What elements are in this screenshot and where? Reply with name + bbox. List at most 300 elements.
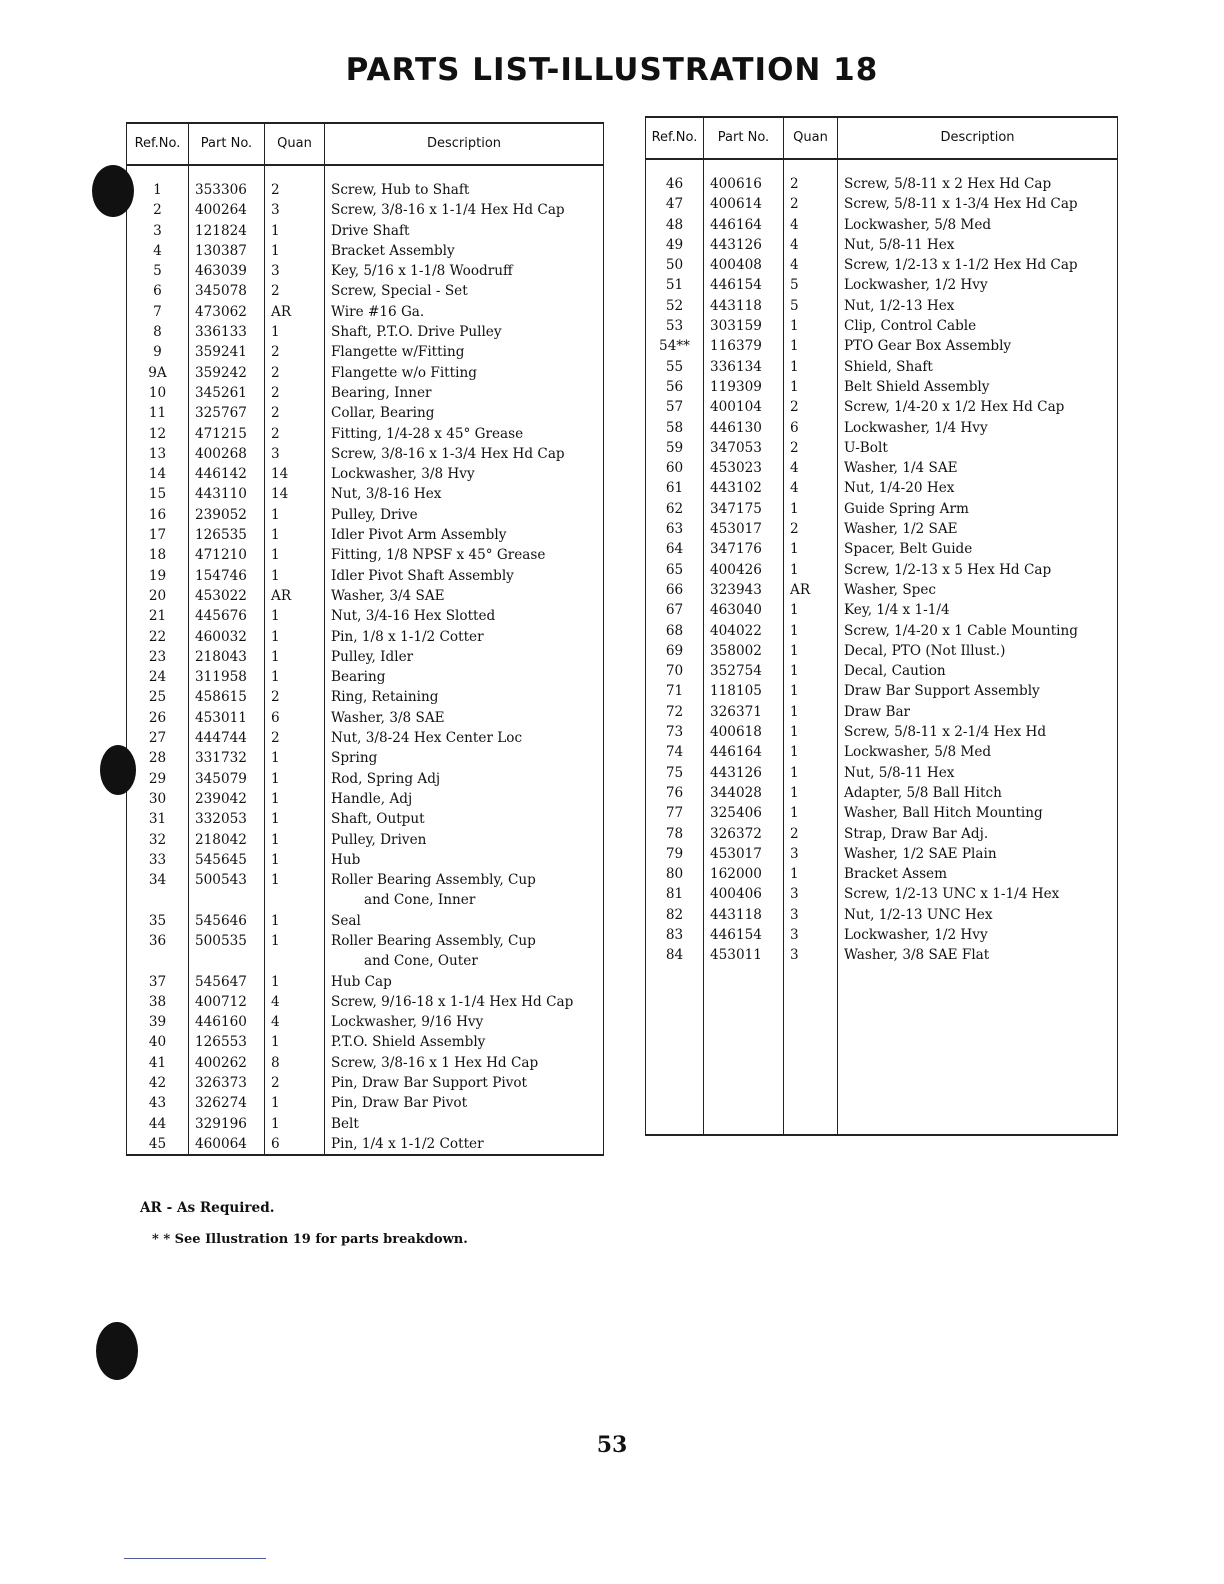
description-cell [325, 667, 604, 687]
quan-cell: 2 [784, 194, 838, 214]
table-row [127, 627, 604, 647]
description-cell [325, 484, 604, 504]
table-row [646, 864, 1118, 884]
ref-cell: 17 [127, 525, 189, 545]
description-cell [838, 824, 1118, 844]
table-row [127, 200, 604, 220]
part-no-cell: 400268 [189, 444, 265, 464]
description-text-continued: and Cone, Inner [364, 892, 476, 909]
part-no-cell: 446154 [704, 275, 784, 295]
description-text: Nut, 1/2-13 Hex [844, 297, 955, 314]
quan-cell: 2 [265, 403, 325, 423]
description-cell [325, 505, 604, 525]
description-cell [838, 194, 1118, 214]
quan-cell: 1 [784, 763, 838, 783]
table-row [127, 789, 604, 809]
quan-cell: 4 [784, 458, 838, 478]
description-text: Screw, 5/8-11 x 2-1/4 Hex Hd [844, 724, 1047, 741]
description-text: Draw Bar [844, 703, 911, 720]
ref-cell: 45 [127, 1134, 189, 1155]
ref-cell: 55 [646, 357, 704, 377]
quan-cell: 1 [265, 931, 325, 972]
quan-cell: 2 [784, 824, 838, 844]
table-row [127, 647, 604, 667]
part-no-cell: 400712 [189, 992, 265, 1012]
part-no-cell: 326372 [704, 824, 784, 844]
quan-cell: 1 [265, 789, 325, 809]
description-text: Idler Pivot Arm Assembly [331, 527, 507, 544]
ref-cell: 20 [127, 586, 189, 606]
table-row [646, 418, 1118, 438]
blank-cell [704, 966, 784, 1135]
description-text: Lockwasher, 5/8 Med [844, 744, 992, 761]
part-no-cell: 347053 [704, 438, 784, 458]
description-text: Nut, 1/2-13 UNC Hex [844, 906, 993, 923]
ref-cell: 65 [646, 560, 704, 580]
part-no-cell: 353306 [189, 165, 265, 200]
description-cell [838, 316, 1118, 336]
ref-cell: 69 [646, 641, 704, 661]
description-text: Wire #16 Ga. [331, 303, 425, 320]
quan-cell: 3 [784, 884, 838, 904]
description-cell [838, 722, 1118, 742]
ref-cell: 53 [646, 316, 704, 336]
header-quan: Quan [265, 123, 325, 165]
quan-cell: 1 [784, 377, 838, 397]
table-row [127, 769, 604, 789]
table-row [127, 606, 604, 626]
quan-cell: 2 [784, 438, 838, 458]
description-cell [838, 159, 1118, 194]
description-text: Rod, Spring Adj [331, 770, 441, 787]
quan-cell: 1 [265, 505, 325, 525]
table-row [646, 681, 1118, 701]
ref-cell: 56 [646, 377, 704, 397]
quan-cell: 1 [784, 661, 838, 681]
ref-cell: 5 [127, 261, 189, 281]
quan-cell: 1 [784, 783, 838, 803]
description-text: Bracket Assembly [331, 242, 455, 259]
quan-cell: 3 [784, 945, 838, 965]
part-no-cell: 336133 [189, 322, 265, 342]
table-row [127, 1053, 604, 1073]
ref-cell: 40 [127, 1032, 189, 1052]
description-cell [325, 363, 604, 383]
table-row [127, 342, 604, 362]
ref-cell: 21 [127, 606, 189, 626]
part-no-cell: 404022 [704, 621, 784, 641]
description-text: Lockwasher, 9/16 Hvy [331, 1014, 484, 1031]
description-cell [838, 235, 1118, 255]
quan-cell: 1 [265, 627, 325, 647]
description-cell [838, 600, 1118, 620]
part-no-cell: 453011 [704, 945, 784, 965]
description-cell [325, 545, 604, 565]
ref-cell: 43 [127, 1093, 189, 1113]
blank-cell [784, 966, 838, 1135]
table-row [646, 275, 1118, 295]
table-row [127, 221, 604, 241]
description-text: Washer, 1/2 SAE [844, 521, 958, 538]
part-no-cell: 325406 [704, 803, 784, 823]
description-text: Adapter, 5/8 Ball Hitch [844, 784, 1002, 801]
part-no-cell: 545646 [189, 911, 265, 931]
description-text: Screw, 9/16-18 x 1-1/4 Hex Hd Cap [331, 993, 574, 1010]
part-no-cell: 443118 [704, 296, 784, 316]
description-text: Drive Shaft [331, 222, 410, 239]
quan-cell: 2 [784, 397, 838, 417]
description-text: Belt [331, 1115, 359, 1132]
description-text: Screw, 3/8-16 x 1-3/4 Hex Hd Cap [331, 445, 565, 462]
description-text: Washer, 1/4 SAE [844, 460, 958, 477]
quan-cell: 2 [265, 165, 325, 200]
part-no-cell: 471210 [189, 545, 265, 565]
ref-cell: 72 [646, 702, 704, 722]
page-number: 53 [596, 1432, 628, 1458]
ref-cell: 12 [127, 424, 189, 444]
description-text: U-Bolt [844, 439, 888, 456]
table-row [127, 566, 604, 586]
table-row [127, 586, 604, 606]
part-no-cell: 445676 [189, 606, 265, 626]
part-no-cell: 453023 [704, 458, 784, 478]
description-cell [838, 945, 1118, 965]
ref-cell: 32 [127, 830, 189, 850]
part-no-cell: 345079 [189, 769, 265, 789]
part-no-cell: 323943 [704, 580, 784, 600]
description-text: Washer, Spec [844, 581, 936, 598]
part-no-cell: 218043 [189, 647, 265, 667]
description-cell [325, 748, 604, 768]
table-row [127, 545, 604, 565]
quan-cell: 2 [265, 424, 325, 444]
description-cell [838, 844, 1118, 864]
description-text: Screw, 3/8-16 x 1 Hex Hd Cap [331, 1054, 539, 1071]
ref-cell: 7 [127, 302, 189, 322]
part-no-cell: 344028 [704, 783, 784, 803]
description-cell [325, 566, 604, 586]
description-text: Key, 1/4 x 1-1/4 [844, 602, 950, 619]
ref-cell: 66 [646, 580, 704, 600]
quan-cell: 1 [265, 545, 325, 565]
ref-cell: 22 [127, 627, 189, 647]
quan-cell: 3 [784, 925, 838, 945]
table-row [646, 763, 1118, 783]
description-cell [838, 661, 1118, 681]
quan-cell: 1 [265, 748, 325, 768]
quan-cell: 6 [784, 418, 838, 438]
ref-cell: 49 [646, 235, 704, 255]
ref-cell: 62 [646, 499, 704, 519]
ref-cell: 46 [646, 159, 704, 194]
quan-cell: 6 [265, 1134, 325, 1155]
table-row [646, 580, 1118, 600]
note-as-required: AR - As Required. [140, 1200, 275, 1216]
quan-cell: 4 [265, 1012, 325, 1032]
description-cell [838, 478, 1118, 498]
parts-table-left [126, 122, 604, 1156]
header-description: Description [325, 123, 604, 165]
part-no-cell: 325767 [189, 403, 265, 423]
ref-cell: 3 [127, 221, 189, 241]
description-text: Screw, Hub to Shaft [331, 182, 470, 198]
description-text: Pin, 1/8 x 1-1/2 Cotter [331, 628, 484, 645]
table-row [646, 783, 1118, 803]
part-no-cell: 332053 [189, 809, 265, 829]
table-row [127, 302, 604, 322]
parts-table-left-body [127, 165, 604, 1155]
description-cell [325, 870, 604, 911]
quan-cell: 1 [784, 864, 838, 884]
part-no-cell: 162000 [704, 864, 784, 884]
table-row [646, 803, 1118, 823]
table-row [646, 397, 1118, 417]
description-text: Key, 5/16 x 1-1/8 Woodruff [331, 263, 513, 280]
quan-cell: 1 [265, 241, 325, 261]
table-row [127, 505, 604, 525]
quan-cell: 2 [784, 159, 838, 194]
table-row [127, 383, 604, 403]
ref-cell: 83 [646, 925, 704, 945]
quan-cell: 1 [784, 702, 838, 722]
ref-cell: 73 [646, 722, 704, 742]
table-row [646, 255, 1118, 275]
description-cell [325, 424, 604, 444]
ref-cell: 2 [127, 200, 189, 220]
part-no-cell: 400104 [704, 397, 784, 417]
part-no-cell: 154746 [189, 566, 265, 586]
description-text: Pin, Draw Bar Pivot [331, 1095, 468, 1112]
description-text: Shield, Shaft [844, 358, 933, 375]
ref-cell: 50 [646, 255, 704, 275]
description-cell [325, 647, 604, 667]
description-text: Screw, 1/4-20 x 1 Cable Mounting [844, 622, 1078, 639]
description-text: Screw, 5/8-11 x 2 Hex Hd Cap [844, 176, 1052, 192]
description-cell [325, 322, 604, 342]
part-no-cell: 460064 [189, 1134, 265, 1155]
description-text: Bearing [331, 669, 386, 686]
quan-cell: 1 [265, 972, 325, 992]
description-cell [325, 221, 604, 241]
description-text: Seal [331, 912, 361, 929]
description-cell [838, 519, 1118, 539]
ref-cell: 81 [646, 884, 704, 904]
ref-cell: 57 [646, 397, 704, 417]
header-ref-no: Ref.No. [127, 123, 189, 165]
description-text: Lockwasher, 1/4 Hvy [844, 419, 988, 436]
ref-cell: 64 [646, 539, 704, 559]
table-row [127, 261, 604, 281]
ref-cell: 59 [646, 438, 704, 458]
description-text: Idler Pivot Shaft Assembly [331, 567, 514, 584]
description-text: Bearing, Inner [331, 384, 432, 401]
description-cell [325, 1114, 604, 1134]
description-cell [838, 539, 1118, 559]
table-row [127, 870, 604, 911]
description-cell [838, 925, 1118, 945]
quan-cell: 1 [265, 850, 325, 870]
description-cell [838, 681, 1118, 701]
part-no-cell: 126553 [189, 1032, 265, 1052]
table-row [127, 444, 604, 464]
table-row [127, 728, 604, 748]
part-no-cell: 446164 [704, 742, 784, 762]
table-row [646, 884, 1118, 904]
quan-cell: 1 [265, 1093, 325, 1113]
quan-cell: 1 [265, 911, 325, 931]
part-no-cell: 545645 [189, 850, 265, 870]
table-row [646, 722, 1118, 742]
part-no-cell: 352754 [704, 661, 784, 681]
description-text: Washer, 3/8 SAE [331, 709, 445, 726]
ref-cell: 71 [646, 681, 704, 701]
table-row [127, 708, 604, 728]
table-row [646, 478, 1118, 498]
part-no-cell: 119309 [704, 377, 784, 397]
table-row [127, 403, 604, 423]
quan-cell: 4 [784, 215, 838, 235]
description-text: Decal, Caution [844, 663, 946, 680]
description-text: Screw, 1/2-13 x 1-1/2 Hex Hd Cap [844, 257, 1078, 274]
ref-cell: 9A [127, 363, 189, 383]
table-row [646, 194, 1118, 214]
ref-cell: 36 [127, 931, 189, 972]
table-row [646, 215, 1118, 235]
description-cell [838, 336, 1118, 356]
quan-cell: 2 [265, 281, 325, 301]
description-text: Strap, Draw Bar Adj. [844, 825, 989, 842]
description-cell [325, 525, 604, 545]
description-text: Pulley, Drive [331, 506, 418, 523]
part-no-cell: 326371 [704, 702, 784, 722]
table-row [646, 519, 1118, 539]
part-no-cell: 446142 [189, 464, 265, 484]
description-cell [325, 1093, 604, 1113]
quan-cell: 4 [784, 235, 838, 255]
description-cell [838, 702, 1118, 722]
table-row [127, 1012, 604, 1032]
description-text: Fitting, 1/8 NPSF x 45° Grease [331, 547, 546, 564]
description-text: Roller Bearing Assembly, Cup [331, 932, 536, 949]
quan-cell: 1 [784, 499, 838, 519]
description-cell [838, 296, 1118, 316]
table-row [646, 438, 1118, 458]
quan-cell: 1 [784, 641, 838, 661]
part-no-cell: 453017 [704, 844, 784, 864]
table-row [646, 159, 1118, 194]
ref-cell: 51 [646, 275, 704, 295]
description-cell [838, 641, 1118, 661]
table-row [127, 1093, 604, 1113]
quan-cell: 2 [265, 363, 325, 383]
ref-cell: 6 [127, 281, 189, 301]
parts-table-right-body [646, 159, 1118, 1135]
part-no-cell: 545647 [189, 972, 265, 992]
description-cell [838, 905, 1118, 925]
part-no-cell: 443118 [704, 905, 784, 925]
ref-cell: 37 [127, 972, 189, 992]
quan-cell: 1 [265, 566, 325, 586]
quan-cell: 1 [784, 600, 838, 620]
description-cell [325, 586, 604, 606]
ref-cell: 15 [127, 484, 189, 504]
quan-cell: 1 [784, 803, 838, 823]
part-no-cell: 218042 [189, 830, 265, 850]
description-text: Nut, 5/8-11 Hex [844, 764, 955, 781]
table-row [127, 667, 604, 687]
description-text: Roller Bearing Assembly, Cup [331, 872, 536, 889]
part-no-cell: 460032 [189, 627, 265, 647]
description-cell [325, 403, 604, 423]
description-text: Fitting, 1/4-28 x 45° Grease [331, 425, 524, 442]
ref-cell: 28 [127, 748, 189, 768]
description-cell [838, 397, 1118, 417]
part-no-cell: 446130 [704, 418, 784, 438]
description-text: Screw, 5/8-11 x 1-3/4 Hex Hd Cap [844, 196, 1078, 213]
description-cell [325, 165, 604, 200]
ref-cell: 13 [127, 444, 189, 464]
header-description: Description [838, 117, 1118, 159]
description-text: PTO Gear Box Assembly [844, 338, 1012, 355]
description-cell [838, 742, 1118, 762]
table-row [127, 484, 604, 504]
table-row [127, 363, 604, 383]
part-no-cell: 116379 [704, 336, 784, 356]
part-no-cell: 239042 [189, 789, 265, 809]
part-no-cell: 311958 [189, 667, 265, 687]
quan-cell: 1 [265, 769, 325, 789]
ref-cell: 23 [127, 647, 189, 667]
header-part-no: Part No. [189, 123, 265, 165]
ref-cell: 11 [127, 403, 189, 423]
description-cell [325, 809, 604, 829]
table-row [646, 661, 1118, 681]
description-text: Lockwasher, 3/8 Hvy [331, 466, 475, 483]
description-cell [325, 1134, 604, 1155]
description-text: Ring, Retaining [331, 689, 439, 706]
part-no-cell: 458615 [189, 687, 265, 707]
description-cell [325, 769, 604, 789]
ref-cell: 68 [646, 621, 704, 641]
description-text: Washer, Ball Hitch Mounting [844, 805, 1043, 822]
description-text: Lockwasher, 5/8 Med [844, 216, 992, 233]
description-text: Guide Spring Arm [844, 500, 969, 517]
table-row [127, 241, 604, 261]
description-cell [325, 281, 604, 301]
quan-cell: 3 [265, 261, 325, 281]
part-no-cell: 326274 [189, 1093, 265, 1113]
description-cell [325, 302, 604, 322]
ref-cell: 19 [127, 566, 189, 586]
part-no-cell: 400408 [704, 255, 784, 275]
quan-cell: 1 [784, 621, 838, 641]
description-cell [838, 418, 1118, 438]
quan-cell: 1 [265, 1114, 325, 1134]
table-row [127, 165, 604, 200]
description-text: Hub [331, 851, 361, 868]
ref-cell: 79 [646, 844, 704, 864]
quan-cell: 8 [265, 1053, 325, 1073]
description-text: Flangette w/Fitting [331, 344, 465, 361]
description-cell [325, 931, 604, 972]
binder-hole-middle [100, 745, 136, 795]
quan-cell: 5 [784, 296, 838, 316]
part-no-cell: 463039 [189, 261, 265, 281]
table-row [127, 992, 604, 1012]
header-quan: Quan [784, 117, 838, 159]
table-row [646, 641, 1118, 661]
header-part-no: Part No. [704, 117, 784, 159]
